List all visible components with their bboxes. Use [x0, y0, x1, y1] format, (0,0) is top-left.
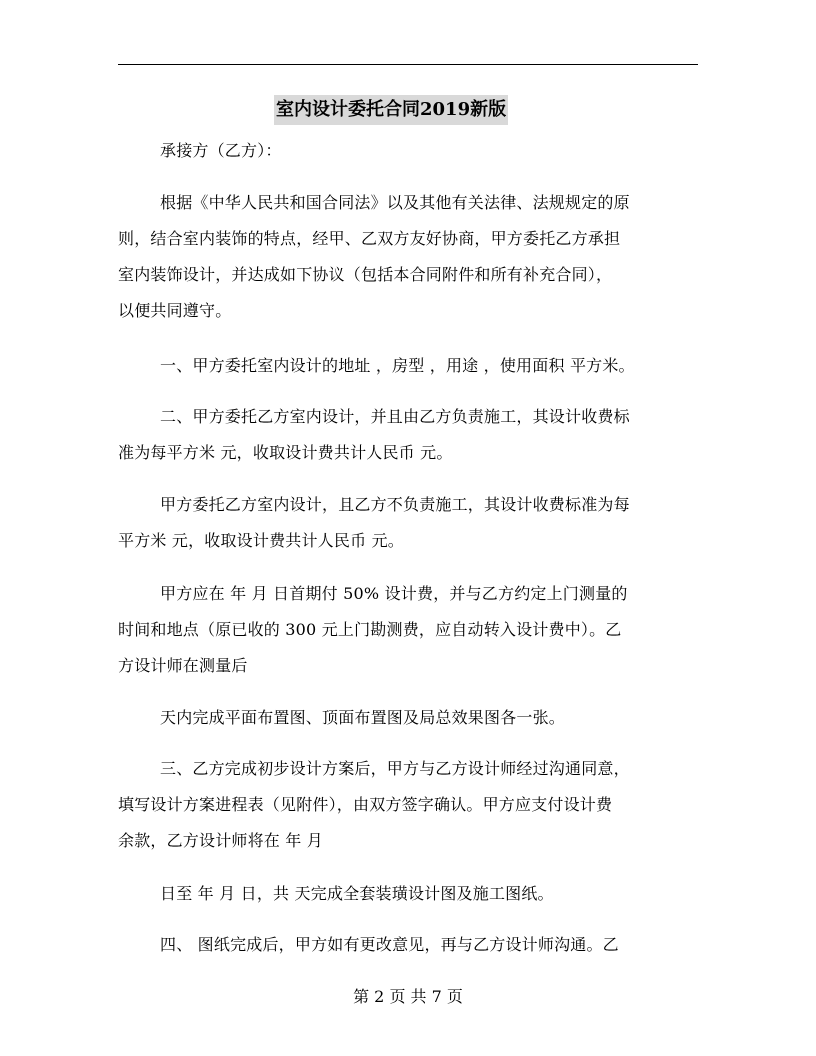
- text-line: 以便共同遵守。: [118, 301, 232, 320]
- text-line: 四、 图纸完成后，甲方如有更改意见，再与乙方设计师沟通。乙: [160, 935, 619, 954]
- text-line: 方设计师在测量后: [118, 656, 248, 675]
- text-line: 二、甲方委托乙方室内设计，并且由乙方负责施工，其设计收费标: [160, 407, 630, 426]
- text-line: 填写设计方案进程表（见附件），由双方签字确认。甲方应支付设计费: [118, 795, 613, 814]
- header-rule: [118, 64, 698, 65]
- text-line: 甲方委托乙方室内设计，且乙方不负责施工，其设计收费标准为每: [160, 495, 630, 514]
- text-line: 承接方（乙方）：: [160, 141, 282, 160]
- text-line: 三、乙方完成初步设计方案后，甲方与乙方设计师经过沟通同意，: [160, 759, 630, 778]
- text-line: 一、甲方委托室内设计的地址 ，房型 ，用途 ，使用面积 平方米。: [160, 356, 635, 375]
- text-line: 日至 年 月 日，共 天完成全套装璜设计图及施工图纸。: [160, 884, 554, 903]
- text-line: 平方米 元，收取设计费共计人民币 元。: [118, 531, 404, 550]
- text-line: 则，结合室内装饰的特点，经甲、乙双方友好协商，甲方委托乙方承担: [118, 229, 621, 248]
- text-line: 时间和地点（原已收的 300 元上门勘测费，应自动转入设计费中）。乙: [118, 620, 622, 639]
- text-line: 根据《中华人民共和国合同法》以及其他有关法律、法规规定的原: [160, 193, 630, 212]
- page-number-footer: 第 2 页 共 7 页: [353, 987, 463, 1006]
- text-line: 余款，乙方设计师将在 年 月: [118, 831, 323, 850]
- text-line: 甲方应在 年 月 日首期付 50% 设计费，并与乙方约定上门测量的: [160, 584, 628, 603]
- text-line: 天内完成平面布置图、顶面布置图及局总效果图各一张。: [160, 708, 566, 727]
- document-title: 室内设计委托合同2019新版: [274, 95, 508, 125]
- text-line: 准为每平方米 元，收取设计费共计人民币 元。: [118, 443, 453, 462]
- text-line: 室内装饰设计，并达成如下协议（包括本合同附件和所有补充合同），: [118, 265, 613, 284]
